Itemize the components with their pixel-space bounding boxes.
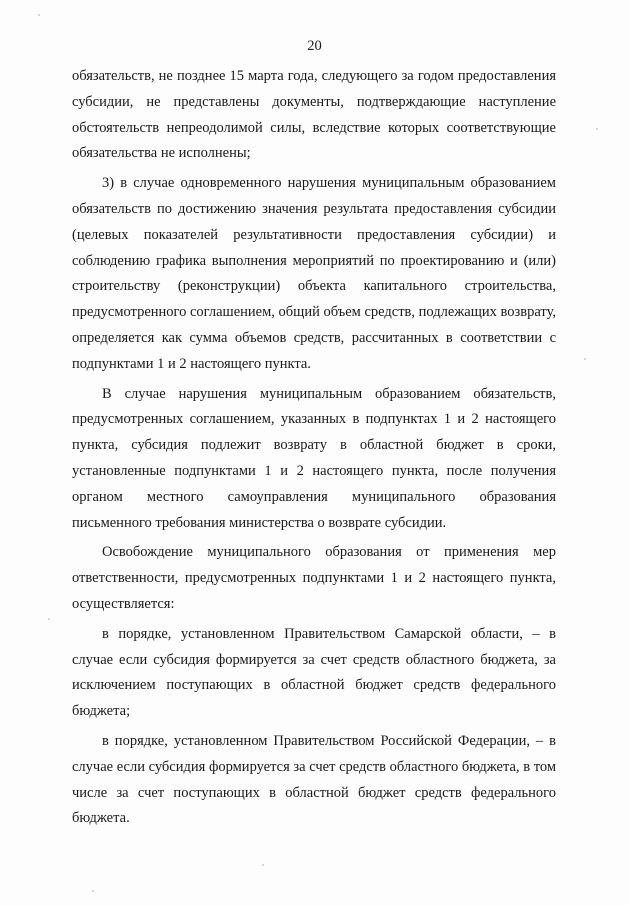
paragraph-subpoint-3: 3) в случае одновременного нарушения муниципальным образованием обязательств по достижению значения результата предоставления субсидии (целевых показателей результативности предоставления субсидии) и соблюдению графика выполнения мероприятий по проектированию и (или) строительству (реконструкции) объекта капитального строительства, предусмотренного соглашением, общий объем средств, подлежащих возврату, определяется как сумма объемов средств, рассчитанных в соответствии с подпунктами 1 и 2 настоящего пункта. (72, 175, 556, 372)
page-number: 20 (307, 38, 322, 54)
paragraph-exemption-regional: в порядке, установленном Правительством Самарской области, – в случае если субсидия формируется за счет средств областного бюджета, за исключением поступающих в областной бюджет средств федерального бюджета; (72, 625, 556, 720)
scan-speck (38, 14, 40, 16)
paragraph-exemption: Освобождение муниципального образования от применения мер ответственности, предусмотренных подпунктами 1 и 2 настоящего пункта, осуществляется: (72, 544, 556, 612)
paragraph-continuation: обязательств, не позднее 15 марта года, следующего за годом предоставления субсидии, не представлены документы, подтверждающие наступление обстоятельств непреодолимой силы, вследствие которых соответствующие обязательства не исполнены; (72, 68, 556, 162)
paragraph-violation-refund: В случае нарушения муниципальным образованием обязательств, предусмотренных соглашением, указанных в подпунктах 1 и 2 настоящего пункта, субсидия подлежит возврату в областной бюджет в сроки, установленные подпунктами 1 и 2 настоящего пункта, после получения органом местного самоуправления муниципального образования письменного требования министерства о возврате субсидии. (72, 385, 556, 531)
scan-speck (584, 358, 586, 360)
paragraph-exemption-federal: в порядке, установленном Правительством Российской Федерации, – в случае если субсидия формируется за счет средств областного бюджета, в том числе за счет поступающих в областной бюджет средств федерального бюджета. (72, 732, 556, 827)
scan-speck (48, 618, 50, 620)
scan-speck (596, 128, 598, 130)
scan-speck (92, 890, 94, 892)
scan-speck (262, 864, 264, 866)
document-body (72, 64, 556, 836)
